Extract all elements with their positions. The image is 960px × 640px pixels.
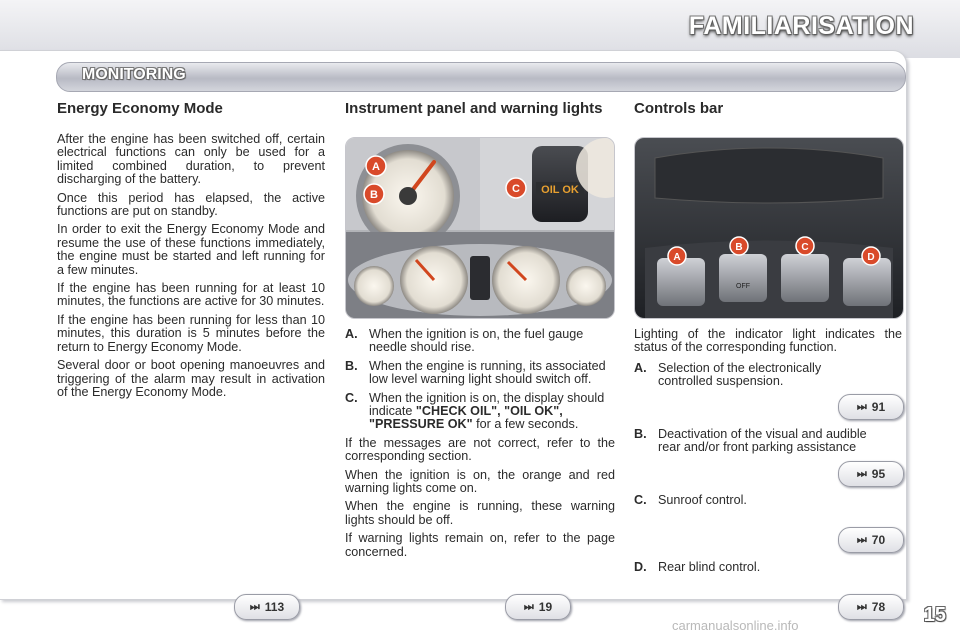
- photo-label-b: B: [370, 189, 378, 201]
- skip-forward-icon: ⏭: [856, 400, 867, 413]
- list-item: [634, 362, 854, 389]
- page-title: FAMILIARISATION: [688, 12, 914, 40]
- page-ref-78-button[interactable]: [838, 594, 904, 620]
- page-ref-95-button[interactable]: [838, 461, 904, 487]
- controls-bar-image: [635, 138, 903, 318]
- page-ref-70-button[interactable]: [838, 527, 904, 553]
- list-item: [345, 392, 615, 432]
- instrument-panel-heading: Instrument panel and warning lights: [345, 100, 603, 117]
- list-item: [634, 494, 854, 507]
- skip-forward-icon: ⏭: [856, 533, 867, 546]
- photo-park-off: OFF: [736, 283, 750, 290]
- page-ref-113-button[interactable]: [234, 594, 300, 620]
- page-number: 15: [923, 604, 946, 626]
- paragraph: After the engine has been switched off, certain electrical functions can only be used for a limited combined duration, to prevent discharging of the battery.: [57, 132, 325, 187]
- list-item: [345, 328, 615, 355]
- controls-item-c: [634, 494, 854, 512]
- page-ref-19-button[interactable]: [505, 594, 571, 620]
- list-item: [634, 428, 874, 455]
- item-text: Rear blind control.: [658, 560, 761, 574]
- page-ref-label: 95: [871, 467, 886, 481]
- controls-item-b: [634, 428, 874, 460]
- paragraph: Lighting of the indicator light indicates the status of the corresponding function.: [634, 327, 902, 355]
- item-letter: B.: [345, 358, 358, 373]
- photo-label-b: B: [735, 242, 743, 253]
- instrument-panel-photo: [345, 137, 615, 319]
- paragraph: If the engine has been running for at least 10 minutes, the functions are active for 30 minutes.: [57, 281, 325, 309]
- photo-label-d: D: [867, 252, 875, 263]
- item-letter: A.: [634, 361, 647, 375]
- item-text: Sunroof control.: [658, 493, 747, 507]
- skip-forward-icon: ⏭: [523, 600, 534, 613]
- paragraph: In order to exit the Energy Economy Mode and resume the use of these functions immediately, the engine must be started and left running for a few minutes.: [57, 222, 325, 277]
- page-ref-label: 113: [264, 600, 285, 614]
- page-ref-label: 78: [871, 600, 886, 614]
- item-text-before: When the ignition is on, the display should indicate: [369, 390, 605, 419]
- paragraph: Several door or boot opening manoeuvres and triggering of the alarm may result in activation of the Energy Economy Mode.: [57, 358, 325, 399]
- list-item: [634, 561, 854, 574]
- paragraph: When the engine is running, these warning lights should be off.: [345, 499, 615, 527]
- watermark: carmanualsonline.info: [672, 618, 799, 633]
- paragraph: If the engine has been running for less than 10 minutes, this duration is 5 minutes before the return to Energy Economy Mode.: [57, 312, 325, 354]
- item-letter: D.: [634, 560, 647, 574]
- item-text: Selection of the electronically controlled suspension.: [658, 361, 822, 389]
- energy-economy-text: [57, 133, 325, 404]
- item-text: Deactivation of the visual and audible rear and/or front parking assistance: [658, 427, 867, 455]
- controls-bar-photo: [634, 137, 904, 319]
- photo-label-c: C: [512, 183, 520, 195]
- list-item: [345, 360, 615, 387]
- skip-forward-icon: ⏭: [856, 467, 867, 480]
- page-ref-label: 91: [871, 400, 886, 414]
- section-title: MONITORING: [82, 66, 186, 83]
- instrument-panel-image: [346, 138, 614, 318]
- instrument-panel-text: [345, 328, 615, 564]
- page-ref-label: 19: [538, 600, 553, 614]
- item-text: [369, 392, 615, 432]
- controls-item-d: [634, 561, 854, 579]
- controls-bar-heading: Controls bar: [634, 100, 724, 117]
- photo-oil-ok: OIL OK: [541, 184, 579, 196]
- controls-bar-intro: [634, 328, 902, 360]
- item-text: When the ignition is on, the fuel gauge needle should rise.: [369, 327, 584, 355]
- paragraph: If the messages are not correct, refer to the corresponding section.: [345, 435, 615, 464]
- skip-forward-icon: ⏭: [249, 600, 260, 613]
- item-text-highlight: "CHECK OIL", "OIL OK", "PRESSURE OK": [369, 404, 563, 432]
- item-letter: C.: [345, 390, 358, 405]
- energy-economy-heading: Energy Economy Mode: [57, 100, 223, 117]
- photo-label-a: A: [372, 161, 380, 173]
- paragraph: When the ignition is on, the orange and red warning lights come on.: [345, 467, 615, 496]
- photo-label-a: A: [673, 252, 681, 263]
- item-text-after: for a few seconds.: [472, 417, 579, 432]
- page-ref-label: 70: [871, 533, 886, 547]
- paragraph: If warning lights remain on, refer to the page concerned.: [345, 531, 615, 559]
- photo-label-c: C: [801, 242, 809, 253]
- skip-forward-icon: ⏭: [856, 600, 867, 613]
- controls-item-a: [634, 362, 854, 394]
- item-letter: C.: [634, 493, 647, 507]
- item-letter: A.: [345, 327, 358, 341]
- page-ref-91-button[interactable]: [838, 394, 904, 420]
- item-letter: B.: [634, 427, 647, 441]
- paragraph: Once this period has elapsed, the active functions are put on standby.: [57, 190, 325, 219]
- item-text: When the engine is running, its associated low level warning light should switch off.: [369, 358, 606, 387]
